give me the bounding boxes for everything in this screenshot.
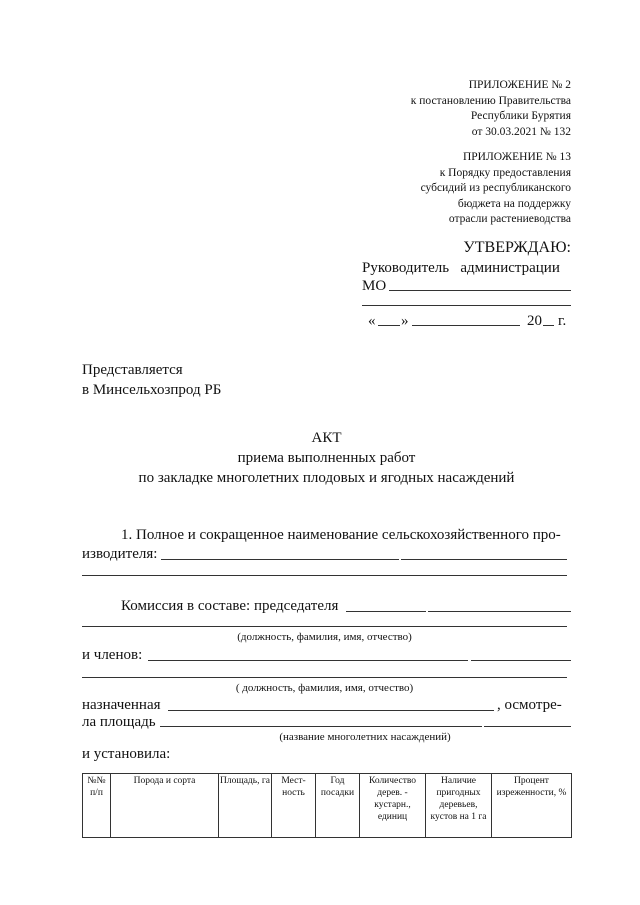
area-field-1[interactable] — [160, 726, 482, 727]
producer-full-name-field[interactable] — [161, 559, 399, 560]
hint-position-fio: (должность, фамилия, имя, отчество) — [237, 631, 412, 643]
area-label: ла площадь — [82, 714, 156, 730]
presented-block — [82, 360, 221, 400]
act-subtitle: по закладке многолетних плодовых и ягодных насаждений — [138, 470, 515, 486]
members-field-2[interactable] — [471, 660, 571, 661]
hint-plantation-name: (название многолетних насаждений) — [279, 731, 451, 743]
appendix-13-line: отрасли растениеводства — [448, 213, 571, 225]
producer-label-line2: изводителя: — [82, 546, 158, 562]
date-year-line — [543, 325, 554, 326]
appendix-13-line: субсидий из республиканского — [420, 182, 571, 194]
col-header-thinning-percent: Процент изреженности, % — [492, 774, 572, 838]
commission-label: Комиссия в составе: председателя — [121, 598, 339, 614]
members-field-line[interactable] — [82, 677, 567, 678]
producer-short-name-field[interactable] — [401, 559, 567, 560]
date-close-quote: » — [401, 313, 409, 329]
approve-title: УТВЕРЖДАЮ: — [463, 239, 571, 256]
appendix-2-date: от 30.03.2021 № 132 — [471, 125, 571, 138]
col-header-quantity: Количество дерев. - кустарн., единиц — [360, 774, 426, 838]
members-field-1[interactable] — [148, 660, 468, 661]
date-open-quote: « — [368, 313, 376, 329]
producer-label-line1: 1. Полное и сокращенное наименование сельскохозяйственного про- — [121, 527, 561, 543]
appendix-13-line: бюджета на поддержку — [457, 197, 571, 210]
plantings-table — [82, 773, 572, 838]
members-label: и членов: — [82, 647, 143, 663]
appendix-2-title: ПРИЛОЖЕНИЕ № 2 — [468, 79, 571, 91]
appendix-2-block — [300, 78, 571, 140]
approve-mo-label: МО — [362, 278, 387, 294]
appendix-13-title: ПРИЛОЖЕНИЕ № 13 — [462, 151, 571, 163]
date-month-line — [412, 325, 520, 326]
presented-line: Представляется — [82, 362, 183, 378]
appendix-2-line: к постановлению Правительства — [410, 94, 571, 107]
date-year-suffix: г. — [558, 313, 567, 329]
approve-sign-line — [362, 305, 571, 306]
col-header-suitable-per-ha: Наличие пригодных деревьев, кустов на 1 га — [426, 774, 492, 838]
appendix-13-block — [300, 150, 571, 228]
col-header-number: №№ п/п — [83, 774, 111, 838]
established-label: и установила: — [82, 746, 171, 762]
col-header-area: Площадь, га — [219, 774, 272, 838]
col-header-species: Порода и сорта — [111, 774, 219, 838]
appendix-2-line: Республики Бурятия — [470, 110, 571, 122]
area-field-2[interactable] — [484, 726, 571, 727]
date-day-line — [378, 325, 400, 326]
act-title: АКТ — [311, 430, 342, 446]
approve-head: Руководитель администрации — [362, 260, 560, 276]
appointed-label: назначенная — [82, 697, 161, 713]
act-title-block — [82, 428, 571, 488]
approve-mo-line — [389, 290, 571, 291]
act-subtitle: приема выполненных работ — [237, 450, 416, 466]
appendix-13-line: к Порядку предоставления — [439, 166, 571, 179]
chairman-field-1[interactable] — [346, 611, 426, 612]
date-year-prefix: 20 — [527, 313, 542, 329]
table-header-row — [83, 774, 572, 838]
chairman-field-2[interactable] — [428, 611, 571, 612]
inspect-label: , осмотре- — [497, 697, 562, 713]
col-header-planting-year: Год посадки — [316, 774, 360, 838]
producer-extra-line[interactable] — [82, 575, 567, 576]
appointed-field[interactable] — [168, 710, 494, 711]
chairman-field-line[interactable] — [82, 626, 567, 627]
hint-position-fio-members: ( должность, фамилия, имя, отчество) — [235, 682, 414, 694]
col-header-locality: Мест-ность — [272, 774, 316, 838]
presented-line: в Минсельхозпрод РБ — [82, 382, 222, 398]
